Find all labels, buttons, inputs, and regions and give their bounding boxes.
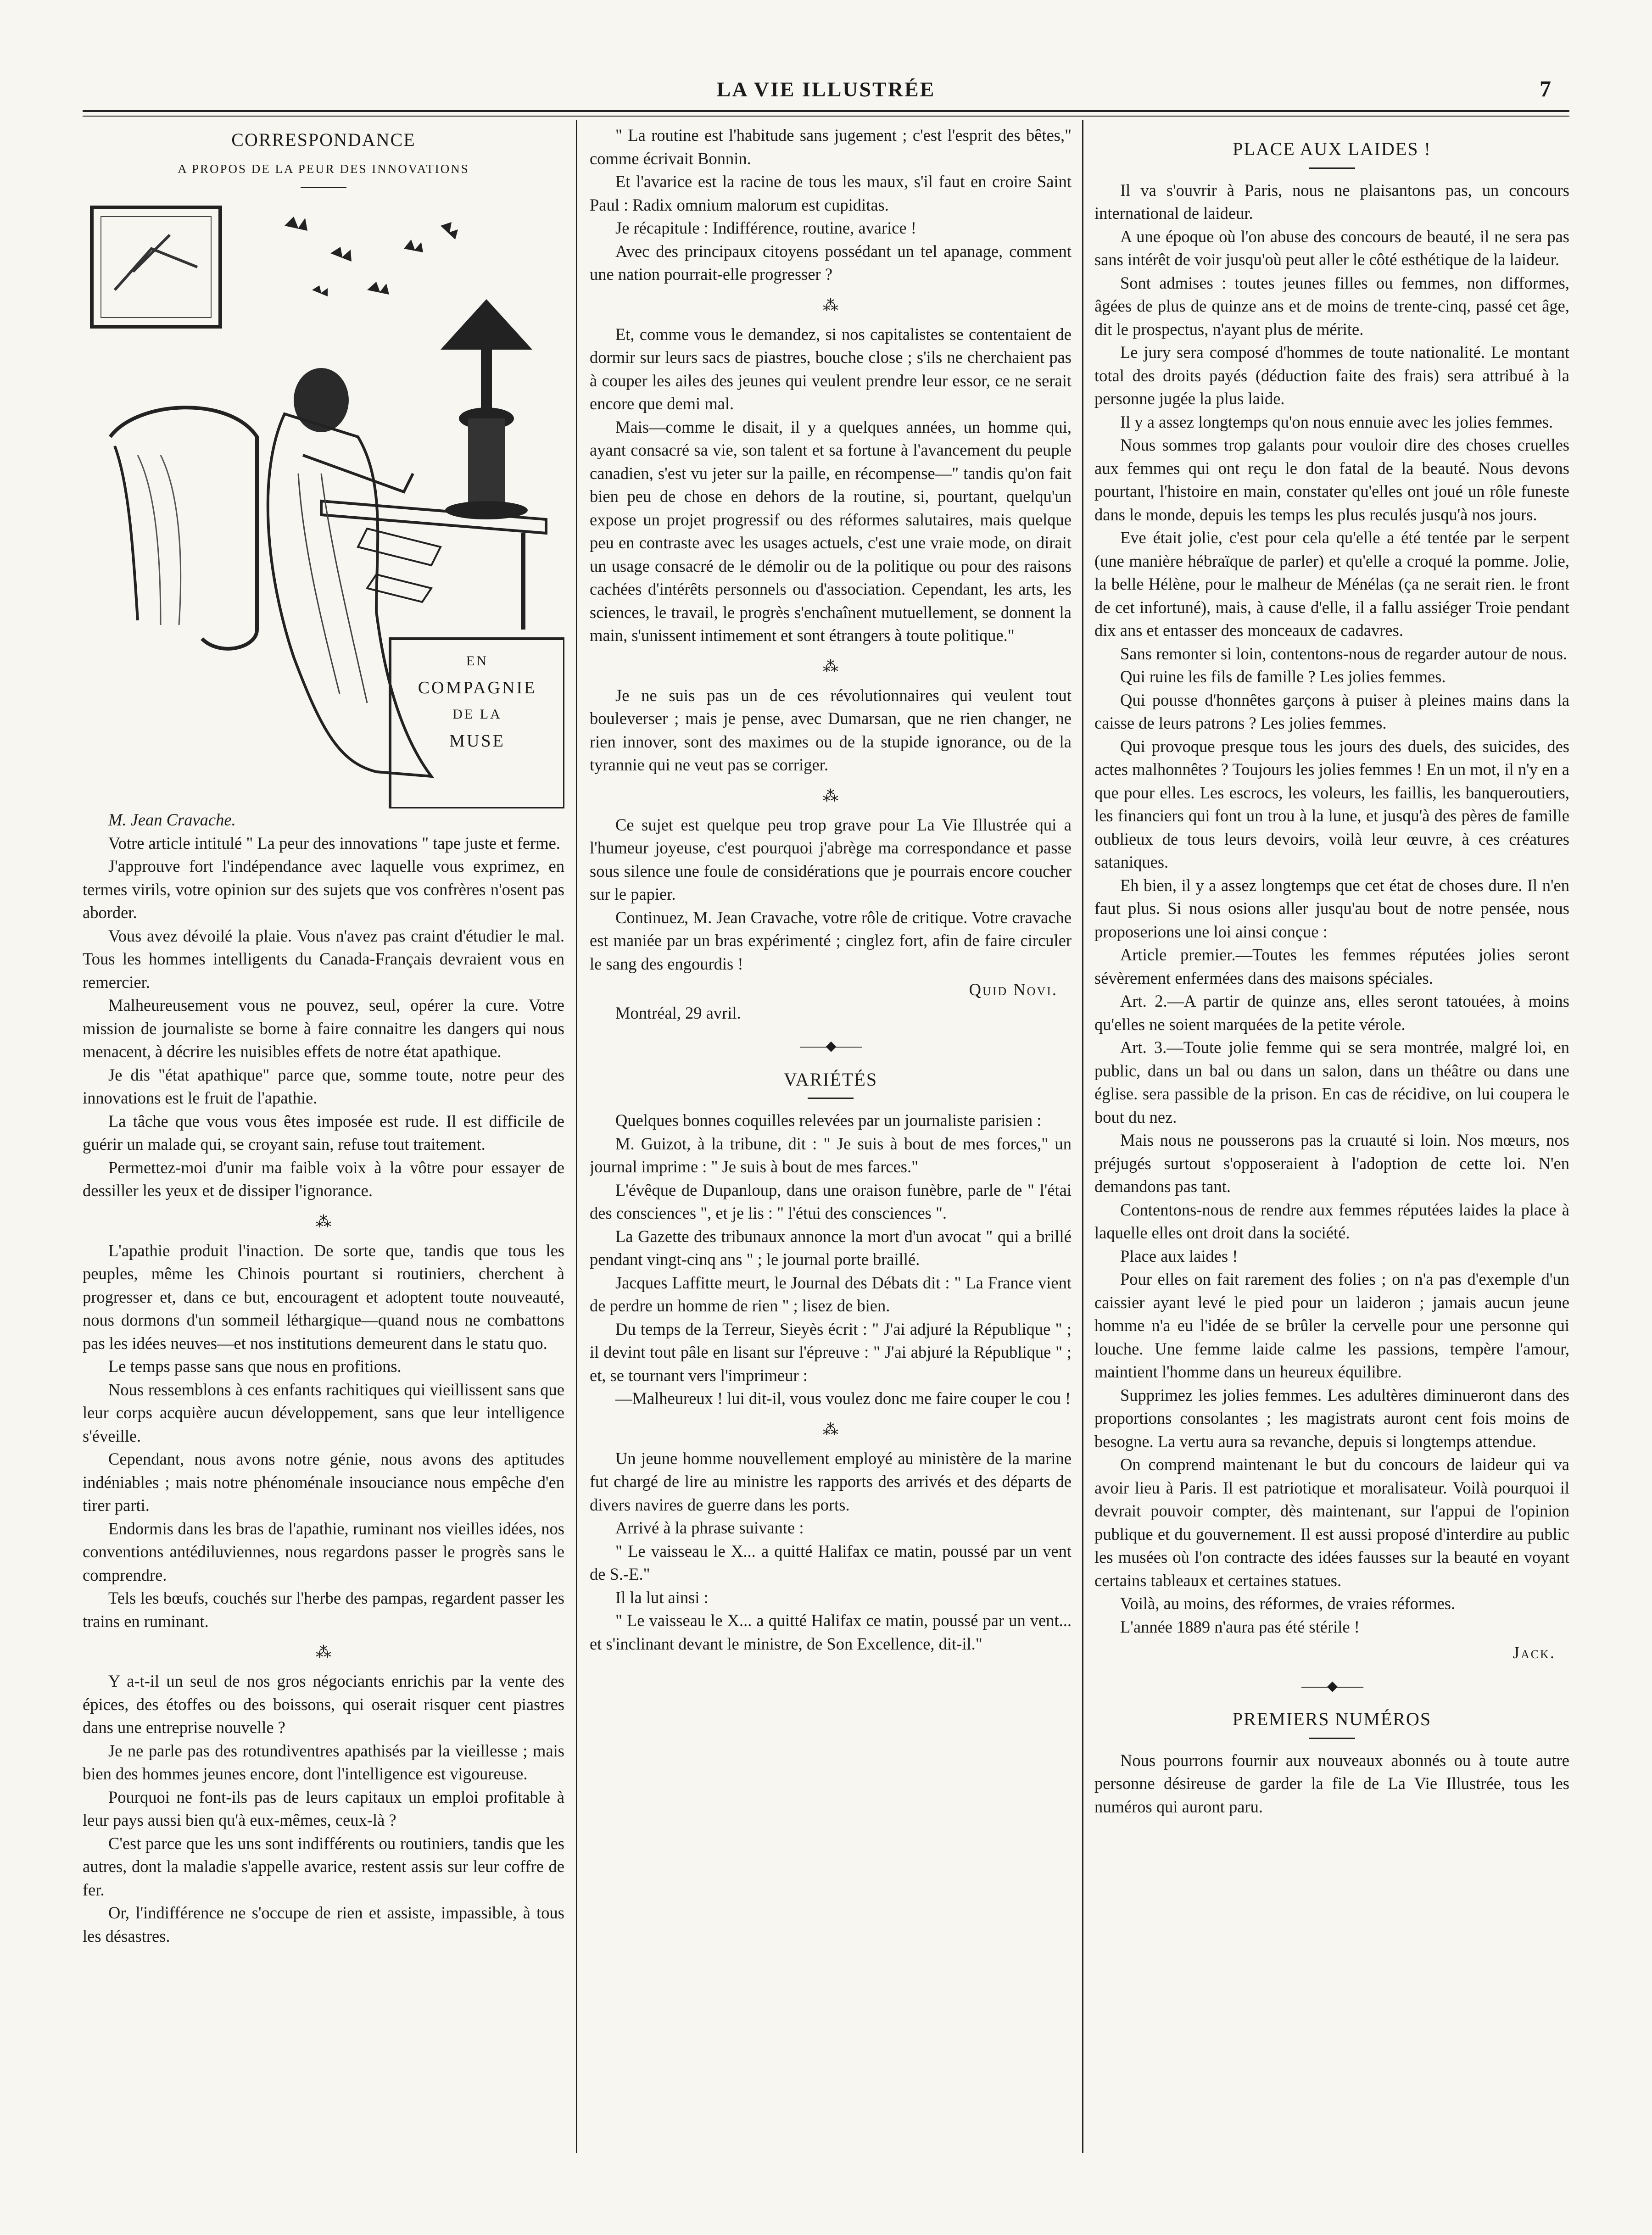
paragraph: Qui provoque presque tous les jours des duels, des suicides, des actes malhonnêtes ? Toujours les jolies femmes ! En un mot, il n'y en a que pour elles. Les escrocs, les voleurs, les faillis, les banqueroutiers, les financiers qui font un trou à la lune, et jusqu'à des pères de famille oublieux de tous leurs devoirs, voilà leur œuvre, à ces créatures sataniques. xyxy=(1094,736,1569,871)
paragraph: Endormis dans les bras de l'apathie, ruminant nos vieilles idées, nos conventions antédiluviennes, nous regardons passer le progrès sans le comprendre. xyxy=(83,1519,564,1584)
paragraph: Le temps passe sans que nous en profitions. xyxy=(108,1357,402,1376)
asterism: ⁂ xyxy=(316,1213,331,1231)
page-number: 7 xyxy=(1540,76,1551,101)
varietes-body xyxy=(590,1109,1072,1410)
asterism: ⁂ xyxy=(823,1421,838,1438)
asterism: ⁂ xyxy=(823,658,838,675)
paragraph: Je ne parle pas des rotundiventres apathisés par la vieillesse ; mais bien des hommes jeunes encore, dont l'intelligence est vigoureuse. xyxy=(83,1741,564,1783)
correspondance-title: CORRESPONDANCE xyxy=(231,129,416,150)
paragraph: Jacques Laffitte meurt, le Journal des Débats dit : " La France vient de perdre un homme de rien " ; lisez de bien. xyxy=(590,1273,1072,1315)
dateline: Montréal, 29 avril. xyxy=(615,1003,741,1022)
premiers-numeros-paragraph: Nous pourrons fournir aux nouveaux abonnés ou à toute autre personne désireuse de garder la file de La Vie Illustrée, tous les numéros qui auront paru. xyxy=(1094,1750,1569,1816)
column-middle xyxy=(590,124,1072,2157)
correspondance-subtitle: A PROPOS DE LA PEUR DES INNOVATIONS xyxy=(178,162,469,176)
short-rule xyxy=(301,187,346,188)
short-rule xyxy=(1309,1738,1355,1739)
paragraph: Mais nous ne pousserons pas la cruauté si loin. Nos mœurs, nos préjugés surtout s'opposeraient à l'adoption de cette loi. N'en demandons pas tant. xyxy=(1094,1131,1569,1196)
paragraph: Nous sommes trop galants pour vouloir dire des choses cruelles aux femmes qui ont reçu le don fatal de la beauté. Nous devons pourtant, l'histoire en main, constater qu'elles ont joué un rôle funeste dans le monde, depuis les temps les plus reculés jusqu'à nos jours. xyxy=(1094,435,1569,524)
paragraph: Permettez-moi d'unir ma faible voix à la vôtre pour essayer de dessiller les yeux et de dissiper l'ignorance. xyxy=(83,1158,564,1200)
correspondance-continued-a xyxy=(590,124,1072,286)
paragraph: Ce sujet est quelque peu trop grave pour La Vie Illustrée qui a l'humeur joyeuse, c'est pourquoi j'abrège ma correspondance et passe sous silence une foule de considérations que je pourrais encore coucher sur le papier. xyxy=(590,815,1072,903)
illustration-muse xyxy=(83,198,564,808)
paragraph: Votre article intitulé " La peur des innovations " tape juste et ferme. xyxy=(108,833,560,853)
correspondance-body-a xyxy=(83,832,564,1203)
paragraph: Eh bien, il y a assez longtemps que cet état de choses dure. Il n'en faut plus. Si nous osions aller jusqu'au bout de notre pensée, nous proposerions une loi ainsi conçue : xyxy=(1094,875,1569,941)
paragraph: Tels les bœufs, couchés sur l'herbe des pampas, regardent passer les trains en ruminant. xyxy=(83,1588,564,1631)
page-header xyxy=(83,73,1569,110)
muse-line-3: DE LA xyxy=(452,707,502,722)
header-rule xyxy=(83,110,1569,112)
column-divider-2 xyxy=(1082,120,1083,2153)
paragraph: Art. 2.—A partir de quinze ans, elles seront tatouées, à moins qu'elles ne soient marquées de la petite vérole. xyxy=(1094,992,1569,1034)
paragraph: Continuez, M. Jean Cravache, votre rôle de critique. Votre cravache est maniée par un bras expérimenté ; cinglez fort, afin de faire circuler le sang des engourdis ! xyxy=(590,908,1072,973)
paragraph: Et, comme vous le demandez, si nos capitalistes se contentaient de dormir sur leurs sacs de piastres, bouche close ; s'ils ne cherchaient pas à couper les ailes des jeunes qui veulent prendre leur essor, ce ne serait encore que demi mal. xyxy=(590,324,1072,413)
ornament-divider: ——◆—— xyxy=(1301,1678,1363,1694)
paragraph: " La routine est l'habitude sans jugement ; c'est l'esprit des bêtes," comme écrivait Bonnin. xyxy=(590,126,1072,168)
correspondance-body-c xyxy=(83,1670,564,1948)
muse-line-4: MUSE xyxy=(449,731,505,751)
paragraph: Sont admises : toutes jeunes filles ou femmes, non difformes, âgées de plus de quinze ans et de moins de trente-cinq, passé cet âge, dit le prospectus, n'ayant plus de mérite. xyxy=(1094,273,1569,339)
paragraph: Du temps de la Terreur, Sieyès écrit : " J'ai adjuré la République " ; il devint tout pâle en lisant sur l'épreuve : " J'ai abjuré la République " ; et, se tournant vers l'imprimeur : xyxy=(590,1319,1072,1385)
paragraph: Nous ressemblons à ces enfants rachitiques qui vieillissent sans que leur corps acquière aucun développement, sans que leur intelligence s'éveille. xyxy=(83,1380,564,1445)
ornament-divider: ——◆—— xyxy=(800,1038,861,1053)
paragraph: L'apathie produit l'inaction. De sorte que, tandis que tous les peuples, même les Chinois pourtant si routiniers, cherchent à progresser et, dans ce but, encouragent et adoptent toute nouveauté, nous dormons d'un sommeil léthargique—quand nous ne combattons pas les idées neuves—et nos institutions demeurent dans le statu quo. xyxy=(83,1241,564,1353)
paragraph: Supprimez les jolies femmes. Les adultères diminueront dans des proportions consolantes ; les magistrats auront cent fois moins de besogne. La vertu aura sa revanche, depuis si longtemps attendue. xyxy=(1094,1385,1569,1451)
paragraph: Pour elles on fait rarement des folies ; on n'a pas d'exemple d'un caissier ayant levé le pied pour un laideron ; jamais aucun jeune homme n'a eu l'idée de se brûler la cervelle pour une personne qui louche. Une femme laide calme les passions, tempère l'amour, maintient l'homme dans un heureux équilibre. xyxy=(1094,1270,1569,1381)
place-aux-laides-body xyxy=(1094,179,1569,1639)
paragraph: " Le vaisseau le X... a quitté Halifax ce matin, poussé par un vent... et s'inclinant devant le ministre, de Son Excellence, dit-il." xyxy=(590,1611,1072,1653)
header-rule-thin xyxy=(83,116,1569,117)
paragraph: Sans remonter si loin, contentons-nous de regarder autour de nous. xyxy=(1120,644,1568,663)
paragraph: Or, l'indifférence ne s'occupe de rien et assiste, impassible, à tous les désastres. xyxy=(83,1903,564,1945)
correspondance-continued-d xyxy=(590,814,1072,976)
column-divider-1 xyxy=(576,120,577,2153)
paragraph: La tâche que vous vous êtes imposée est rude. Il est difficile de guérir un malade qui, se croyant sain, refuse tout traitement. xyxy=(83,1111,564,1154)
paragraph: Un jeune homme nouvellement employé au ministère de la marine fut chargé de lire au ministre les rapports des arrivés et des départs de divers navires de guerre dans les ports. xyxy=(590,1449,1072,1514)
muse-line-1: EN xyxy=(466,653,488,669)
newspaper-title: LA VIE ILLUSTRÉE xyxy=(716,78,936,101)
varietes-title: VARIÉTÉS xyxy=(783,1069,878,1090)
signature-jack: Jack. xyxy=(1512,1643,1556,1662)
paragraph: " Le vaisseau le X... a quitté Halifax ce matin, poussé par un vent de S.-E." xyxy=(590,1541,1072,1583)
premiers-numeros-title: PREMIERS NUMÉROS xyxy=(1232,1709,1432,1729)
paragraph: C'est parce que les uns sont indifférents ou routiniers, tandis que les autres, dont la maladie s'appelle avarice, restent assis sur leur coffre de fer. xyxy=(83,1834,564,1899)
paragraph: Y a-t-il un seul de nos gros négociants enrichis par la vente des épices, des étoffes ou des boissons, qui oserait risquer cent piastres dans une entreprise nouvelle ? xyxy=(83,1672,564,1737)
paragraph: Avec des principaux citoyens possédant un tel apanage, comment une nation pourrait-elle progresser ? xyxy=(590,241,1072,284)
paragraph: —Malheureux ! lui dit-il, vous voulez donc me faire couper le cou ! xyxy=(615,1389,1071,1408)
paragraph: Je ne suis pas un de ces révolutionnaires qui veulent tout bouleverser ; mais je pense, avec Dumarsan, que ne rien changer, ne rien innover, sont des maximes ou de la stupide ignorance, ou de la tyrannie qui ne veut pas se corriger. xyxy=(590,686,1072,774)
paragraph: Voilà, au moins, des réformes, de vraies réformes. xyxy=(1120,1594,1456,1613)
column-place-aux-laides xyxy=(1094,124,1569,2157)
paragraph: Qui pousse d'honnêtes garçons à puiser à pleines mains dans la caisse de leurs patrons ? Les jolies femmes. xyxy=(1094,690,1569,732)
asterism: ⁂ xyxy=(823,787,838,805)
paragraph: Cependant, nous avons notre génie, nous avons des aptitudes indéniables ; mais notre phénoménale insouciance nous empêche d'en tirer parti. xyxy=(83,1449,564,1515)
column-correspondance xyxy=(83,124,564,2157)
correspondance-continued-c xyxy=(590,684,1072,777)
paragraph: Il va s'ouvrir à Paris, nous ne plaisantons pas, un concours international de laideur. xyxy=(1094,180,1569,223)
paragraph: Il la lut ainsi : xyxy=(615,1588,709,1607)
paragraph: Mais—comme le disait, il y a quelques années, un homme qui, ayant consacré sa vie, son talent et sa fortune à l'avancement du peuple canadien, s'est vu jeter sur la paille, en récompense—" tandis qu'on fait bien peu de chose en dehors de la routine, si, pourtant, quelqu'un expose un projet progressif ou des réformes salutaires, mais quelque peu en contraste avec les usages actuels, c'est une vraie mode, on dirait un usage consacré de le démolir ou de la politique ou pour des raisons cachées d'intérêts personnels ou d'association. Cependant, les arts, les sciences, le travail, le progrès s'enchaînent mutuellement, se donnent la main, s'unissent intimement et sont étrangers à toute politique." xyxy=(590,417,1072,645)
asterism: ⁂ xyxy=(823,297,838,314)
paragraph: Place aux laides ! xyxy=(1120,1246,1238,1265)
paragraph: Contentons-nous de rendre aux femmes réputées laides la place à laquelle elles ont droit dans la société. xyxy=(1094,1200,1569,1242)
muse-caption-box xyxy=(390,648,564,754)
paragraph: L'évêque de Dupanloup, dans une oraison funèbre, parle de " l'étai des consciences ", et je lis : " l'étui des consciences ". xyxy=(590,1180,1072,1222)
paragraph: Eve était jolie, c'est pour cela qu'elle a été tentée par le serpent (une manière hébraïque de parler) et qu'elle a croqué la pomme. Jolie, la belle Hélène, pour le malheur de Ménélas (ça ne serait rien. le front de cet infortuné), mais, à cause d'elle, il a fallu assiéger Troie pendant dix ans et entasser des monceaux de cadavres. xyxy=(1094,528,1569,640)
varietes-body-b xyxy=(590,1447,1072,1656)
correspondance-continued-b xyxy=(590,323,1072,647)
signature-quid-novi: Quid Novi. xyxy=(969,980,1058,999)
paragraph: Quelques bonnes coquilles relevées par un journaliste parisien : xyxy=(615,1111,1042,1130)
muse-line-2: COMPAGNIE xyxy=(418,678,537,697)
paragraph: Vous avez dévoilé la plaie. Vous n'avez pas craint d'étudier le mal. Tous les hommes intelligents du Canada-Français devraient vous en remercier. xyxy=(83,926,564,992)
paragraph: Art. 3.—Toute jolie femme qui se sera montrée, malgré loi, en public, dans un bal ou dans un salon, dans un théâtre ou dans une église. sera passible de la prison. En cas de récidive, on lui coupera le bout du nez. xyxy=(1094,1038,1569,1126)
paragraph: Pourquoi ne font-ils pas de leurs capitaux un emploi profitable à leur pays aussi bien qu'à eux-mêmes, ceux-là ? xyxy=(83,1787,564,1829)
paragraph: Le jury sera composé d'hommes de toute nationalité. Le montant total des droits payés (déduction faite des frais) sera attribué à la personne jugée la plus laide. xyxy=(1094,343,1569,408)
paragraph: Il y a assez longtemps qu'on nous ennuie avec les jolies femmes. xyxy=(1120,412,1553,431)
paragraph: Malheureusement vous ne pouvez, seul, opérer la cure. Votre mission de journaliste se borne à faire connaitre les dangers qui nous menacent, à décrire les nuisibles effets de notre état apathique. xyxy=(83,996,564,1061)
short-rule xyxy=(1309,167,1355,169)
correspondance-body-b xyxy=(83,1239,564,1633)
paragraph: On comprend maintenant le but du concours de laideur qui va avoir lieu à Paris. Il est patriotique et moralisateur. Voilà pourquoi il devrait pouvoir compter, dès maintenant, sur l'appui de l'opinion publique et du gouvernement. Il est aussi proposé d'interdire au public les musées où l'on contracte des idées fausses sur la beauté en voyant certains tableaux et certaines statues. xyxy=(1094,1455,1569,1590)
paragraph: L'année 1889 n'aura pas été stérile ! xyxy=(1120,1617,1360,1636)
paragraph: M. Guizot, à la tribune, dit : " Je suis à bout de mes forces," un journal imprime : " Je suis à bout de mes farces." xyxy=(590,1134,1072,1176)
paragraph: Qui ruine les fils de famille ? Les jolies femmes. xyxy=(1120,667,1446,686)
place-aux-laides-title: PLACE AUX LAIDES ! xyxy=(1233,139,1431,159)
paragraph: Arrivé à la phrase suivante : xyxy=(615,1518,804,1537)
paragraph: J'approuve fort l'indépendance avec laquelle vous exprimez, en termes virils, votre opinion sur des sujets que vos confrères n'osent pas aborder. xyxy=(83,857,564,922)
illustration-caption: M. Jean Cravache. xyxy=(108,810,236,829)
short-rule xyxy=(808,1098,854,1099)
paragraph: Et l'avarice est la racine de tous les maux, s'il faut en croire Saint Paul : Radix omnium malorum est cupiditas. xyxy=(590,172,1072,214)
paragraph: Je récapitule : Indifférence, routine, avarice ! xyxy=(615,218,916,237)
paragraph: Article premier.—Toutes les femmes réputées jolies seront sévèrement enfermées dans des maisons spéciales. xyxy=(1094,945,1569,987)
asterism: ⁂ xyxy=(316,1644,331,1661)
paragraph: A une époque où l'on abuse des concours de beauté, il ne sera pas sans intérêt de voir jusqu'où peut aller le côté esthétique de la laideur. xyxy=(1094,227,1569,269)
paragraph: La Gazette des tribunaux annonce la mort d'un avocat " qui a brillé pendant vingt-cinq ans " ; le journal porte braillé. xyxy=(590,1226,1072,1269)
paragraph: Je dis "état apathique" parce que, somme toute, notre peur des innovations est le fruit de l'apathie. xyxy=(83,1065,564,1107)
